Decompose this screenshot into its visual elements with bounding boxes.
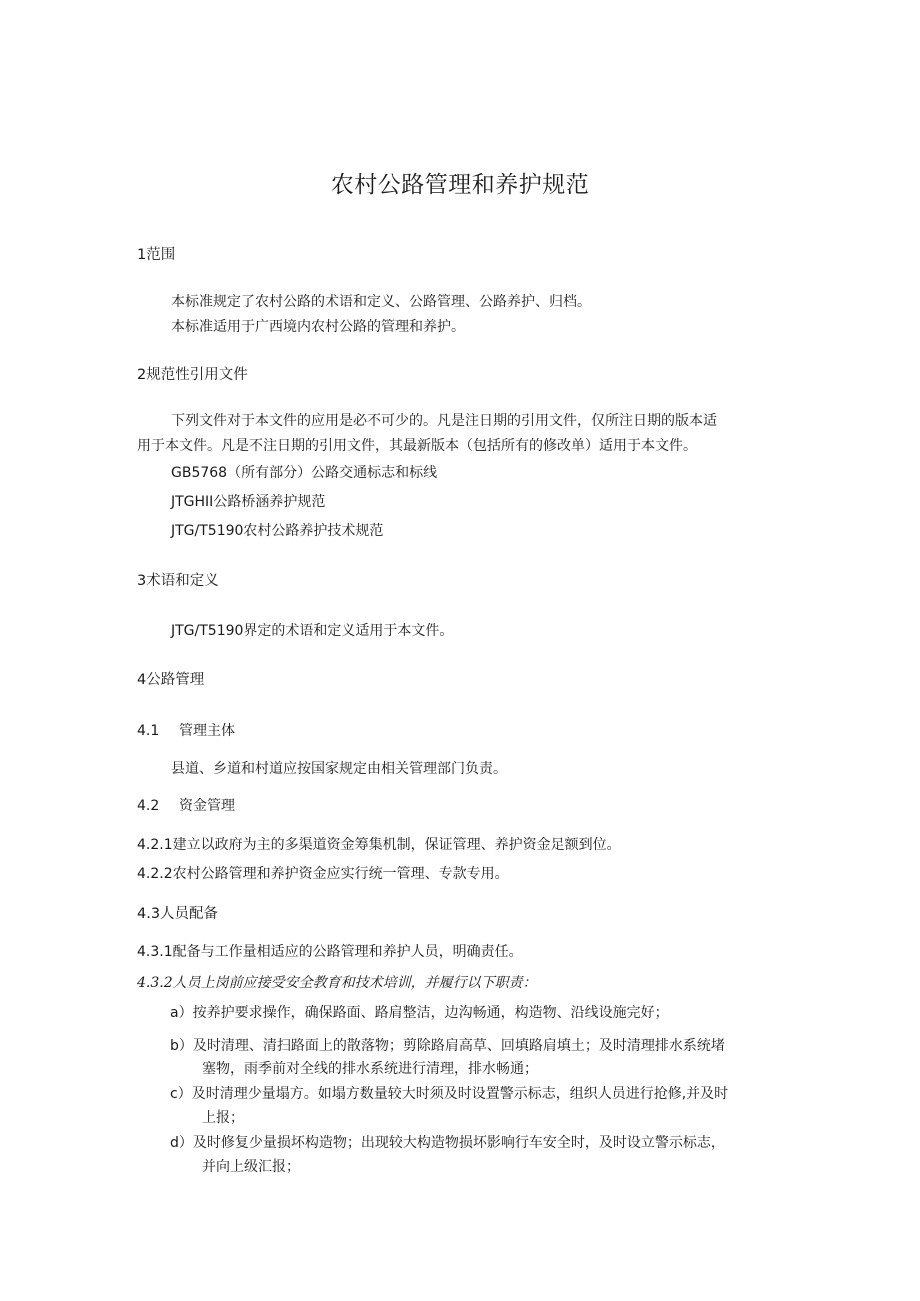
duty-item-c-line-1: c）及时清理少量塌方。如塌方数量较大时须及时设置警示标志，组织人员进行抢修,并及时	[170, 1086, 729, 1102]
section-3-heading: 3术语和定义	[137, 573, 219, 589]
subsection-number: 4.2	[137, 798, 160, 814]
clause-4-2-2: 4.2.2农村公路管理和养护资金应实行统一管理、专款专用。	[137, 866, 509, 882]
subsection-4-3-heading: 4.3人员配备	[137, 906, 219, 922]
clause-4-3-2: 4.3.2人员上岗前应接受安全教育和技术培训，并履行以下职责：	[137, 975, 537, 991]
duty-item-c-line-2: 上报；	[202, 1110, 244, 1126]
clause-4-3-1: 4.3.1配备与工作量相适应的公路管理和养护人员，明确责任。	[137, 944, 523, 960]
section-1-paragraph-1: 本标准规定了农村公路的术语和定义、公路管理、公路养护、归档。	[171, 294, 591, 310]
reference-item: GB5768（所有部分）公路交通标志和标线	[171, 465, 438, 481]
document-title: 农村公路管理和养护规范	[330, 172, 590, 198]
section-4-heading: 4公路管理	[137, 672, 205, 688]
section-1-heading: 1范围	[137, 247, 176, 263]
reference-item: JTG/T5190农村公路养护技术规范	[171, 523, 384, 539]
subsection-label: 管理主体	[179, 723, 235, 739]
section-2-paragraph-line-1: 下列文件对于本文件的应用是必不可少的。凡是注日期的引用文件，仅所注日期的版本适	[171, 413, 717, 429]
subsection-4-2-heading	[137, 796, 235, 816]
duty-item-b-line-2: 塞物，雨季前对全线的排水系统进行清理，排水畅通；	[202, 1061, 538, 1077]
duty-item-d-line-2: 并向上级汇报；	[202, 1159, 300, 1175]
subsection-number: 4.1	[137, 723, 160, 739]
section-1-paragraph-2: 本标准适用于广西境内农村公路的管理和养护。	[171, 319, 465, 335]
reference-item: JTGHII公路桥涵养护规范	[171, 494, 326, 510]
subsection-4-1-heading	[137, 721, 235, 741]
duty-item-d-line-1: d）及时修复少量损坏构造物；出现较大构造物损坏影响行车安全时，及时设立警示标志，	[170, 1135, 725, 1151]
clause-4-2-1: 4.2.1建立以政府为主的多渠道资金筹集机制，保证管理、养护资金足额到位。	[137, 837, 621, 853]
subsection-label: 资金管理	[179, 798, 235, 814]
section-3-paragraph: JTG/T5190界定的术语和定义适用于本文件。	[171, 623, 454, 639]
section-2-heading: 2规范性引用文件	[137, 367, 248, 383]
subsection-4-1-paragraph: 县道、乡道和村道应按国家规定由相关管理部门负责。	[171, 761, 507, 777]
duty-item-b-line-1: b）及时清理、清扫路面上的散落物；剪除路肩高草、回填路肩填土；及时清理排水系统堵	[170, 1038, 725, 1054]
duty-item-a: a）按养护要求操作，确保路面、路肩整洁，边沟畅通，构造物、沿线设施完好；	[170, 1005, 669, 1021]
section-2-paragraph-line-2: 用于本文件。凡是不注日期的引用文件，其最新版本（包括所有的修改单）适用于本文件。	[137, 438, 697, 454]
